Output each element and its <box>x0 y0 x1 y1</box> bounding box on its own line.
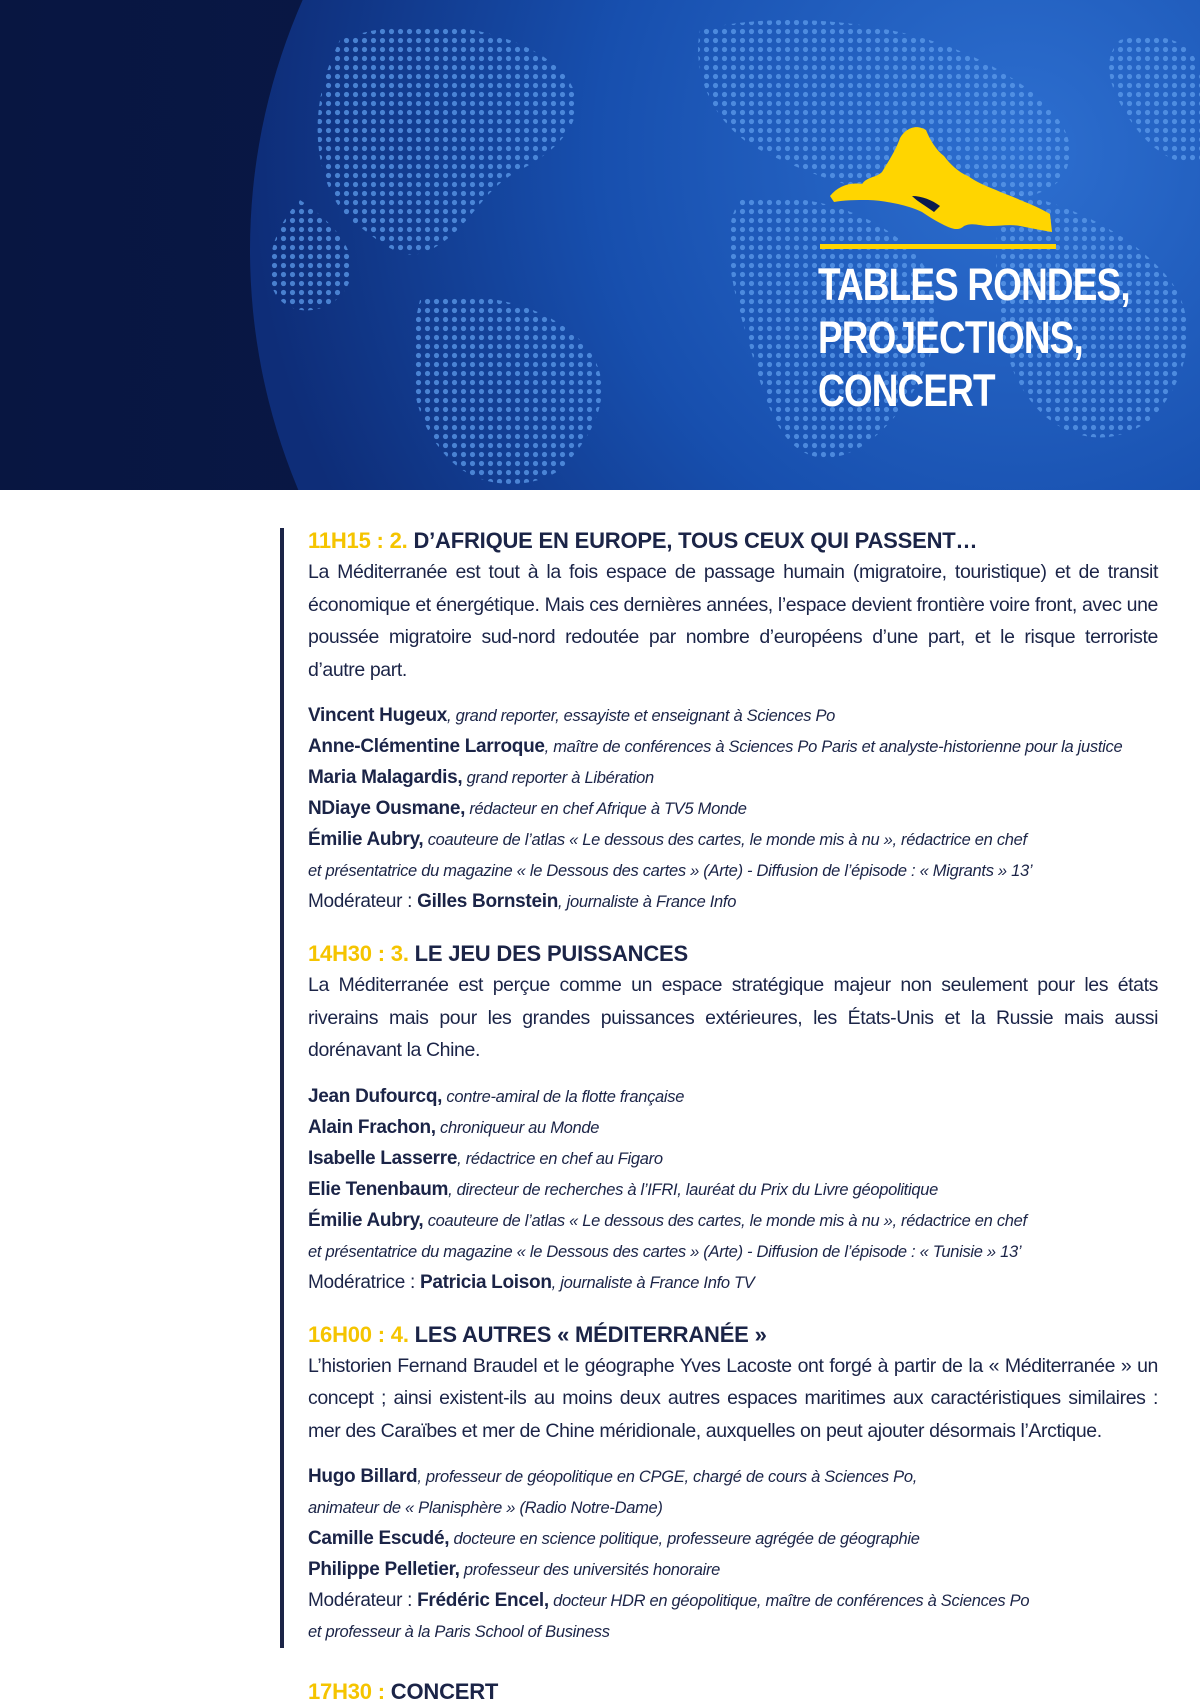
speaker-name: Patricia Loison <box>419 1271 552 1293</box>
hero-title-line: CONCERT <box>818 365 995 416</box>
session-time: 17H30 : <box>308 1679 385 1704</box>
speaker-line <box>308 1523 1158 1554</box>
speaker-prefix: Modératrice : <box>308 1271 420 1293</box>
session-description: L’historien Fernand Braudel et le géographe Yves Lacoste ont forgé à partir de la « Méditerranée » un concept ; ainsi existent-ils au moins deux autres espaces maritimes aux caractéristiques similaires : mer des Caraïbes et mer de Chine méridionale, auxquelles on peut ajouter désormais l’Arctique. <box>308 1354 1158 1442</box>
speaker-line <box>308 1205 1158 1236</box>
session-title: LES AUTRES « MÉDITERRANÉE » <box>414 1321 767 1347</box>
session-title: D’AFRIQUE EN EUROPE, TOUS CEUX QUI PASSENT… <box>413 528 978 553</box>
speaker-role: et professeur à la Paris School of Business <box>308 1623 610 1641</box>
speaker-name: Camille Escudé, <box>308 1528 450 1549</box>
session-heading <box>308 1320 1158 1350</box>
speaker-list <box>308 1461 1158 1647</box>
speaker-role: rédacteur en chef Afrique à TV5 Monde <box>465 800 747 818</box>
speaker-role: coauteure de l’atlas « Le dessous des cartes, le monde mis à nu », rédactrice en chef <box>423 831 1027 849</box>
speaker-line <box>308 1585 1158 1616</box>
speaker-role: , grand reporter, essayiste et enseignant à Sciences Po <box>447 707 836 725</box>
hero-title <box>818 258 1130 417</box>
speaker-line <box>308 1554 1158 1585</box>
speaker-list <box>308 1081 1158 1298</box>
speaker-line <box>308 1174 1158 1205</box>
speaker-prefix: Modérateur : <box>308 1590 418 1611</box>
speaker-role: chroniqueur au Monde <box>435 1118 600 1137</box>
speaker-name: Maria Malagardis, <box>308 767 463 788</box>
speaker-name: Alain Frachon, <box>308 1116 436 1138</box>
session-time: 16H00 : 4. <box>308 1321 409 1347</box>
speaker-name: NDiaye Ousmane, <box>308 798 466 819</box>
speaker-line <box>308 731 1158 762</box>
session-time: 11H15 : 2. <box>308 528 408 553</box>
speaker-role: docteur HDR en géopolitique, maître de conférences à Sciences Po <box>548 1592 1030 1610</box>
speaker-role: , maître de conférences à Sciences Po Paris et analyste-historienne pour la justice <box>544 738 1123 756</box>
session-2 <box>308 526 1158 917</box>
speaker-line <box>308 1492 1158 1523</box>
speaker-role: , rédactrice en chef au Figaro <box>457 1149 663 1168</box>
speaker-line <box>308 700 1158 731</box>
speaker-name: Frédéric Encel, <box>417 1590 549 1611</box>
speaker-name: Jean Dufourcq, <box>308 1085 443 1107</box>
speaker-name: Gilles Bornstein <box>417 891 559 912</box>
speaker-name: Hugo Billard <box>308 1466 418 1487</box>
program-list <box>308 526 1158 1707</box>
speaker-name: Émilie Aubry, <box>308 829 424 850</box>
speaker-role: , professeur de géopolitique en CPGE, chargé de cours à Sciences Po, <box>417 1468 918 1486</box>
speaker-role: docteure en science politique, professeure agrégée de géographie <box>449 1530 920 1548</box>
speaker-role: professeur des universités honoraire <box>459 1561 721 1579</box>
speaker-name: Isabelle Lasserre <box>308 1147 458 1169</box>
speaker-line <box>308 1143 1158 1174</box>
speaker-line <box>308 824 1158 855</box>
hero-title-line: PROJECTIONS, <box>818 312 1083 363</box>
vertical-rule <box>280 528 284 1648</box>
speaker-role: animateur de « Planisphère » (Radio Notre-Dame) <box>308 1499 663 1517</box>
speaker-name: Anne-Clémentine Larroque <box>308 736 545 757</box>
session-time: 14H30 : 3. <box>308 941 409 966</box>
session-description: La Méditerranée est perçue comme un espace stratégique majeur non seulement pour les états riverains mais pour les grandes puissances extérieures, les États-Unis et la Russie mais aussi dorénavant la Chine. <box>308 974 1158 1061</box>
speaker-line <box>308 1461 1158 1492</box>
speaker-name: Émilie Aubry, <box>308 1209 424 1231</box>
speaker-name: Philippe Pelletier, <box>308 1559 460 1580</box>
speaker-role: contre-amiral de la flotte française <box>442 1087 685 1106</box>
hero-banner <box>0 0 1200 490</box>
session-heading <box>308 939 1158 969</box>
speaker-line <box>308 1267 1158 1298</box>
speaker-role: , journaliste à France Info TV <box>551 1273 755 1292</box>
speaker-line <box>308 1616 1158 1647</box>
session-3 <box>308 939 1158 1298</box>
speaker-role: grand reporter à Libération <box>462 769 654 787</box>
session-title: CONCERT <box>390 1679 499 1704</box>
section-gap <box>308 1647 1158 1677</box>
speaker-name: Vincent Hugeux <box>308 705 448 726</box>
hero-title-line: TABLES RONDES, <box>818 259 1130 310</box>
section-gap <box>308 1298 1158 1320</box>
speaker-prefix: Modérateur : <box>308 891 418 912</box>
session-4 <box>308 1320 1158 1648</box>
speaker-role: coauteure de l’atlas « Le dessous des cartes, le monde mis à nu », rédactrice en chef <box>423 1211 1027 1230</box>
session-title: LE JEU DES PUISSANCES <box>414 941 688 966</box>
accent-rule <box>820 244 1056 249</box>
speaker-line <box>308 762 1158 793</box>
speaker-role: et présentatrice du magazine « le Dessous des cartes » (Arte) - Diffusion de l’épisode : « Migrants » 13’ <box>308 862 1033 880</box>
speaker-role: et présentatrice du magazine « le Dessous des cartes » (Arte) - Diffusion de l’épisode : « Tunisie » 13’ <box>308 1242 1022 1261</box>
speaker-line <box>308 793 1158 824</box>
speaker-role: , journaliste à France Info <box>558 893 737 911</box>
speaker-line <box>308 855 1158 886</box>
session-heading <box>308 526 1158 556</box>
speaker-line <box>308 886 1158 917</box>
speaker-line <box>308 1081 1158 1112</box>
speaker-line <box>308 1112 1158 1143</box>
session-description: La Méditerranée est tout à la fois espace de passage humain (migratoire, touristique) et de transit économique et énergétique. Mais ces dernières années, l’espace devient frontière voire front, avec une poussée migratoire sud-nord redoutée par nombre d’européens d’une part, et le risque terroriste d’autre part. <box>308 561 1158 681</box>
speaker-role: , directeur de recherches à l’IFRI, lauréat du Prix du Livre géopolitique <box>448 1180 938 1199</box>
speaker-line <box>308 1236 1158 1267</box>
speaker-name: Elie Tenenbaum <box>308 1178 449 1200</box>
section-gap <box>308 917 1158 939</box>
speaker-list <box>308 700 1158 917</box>
